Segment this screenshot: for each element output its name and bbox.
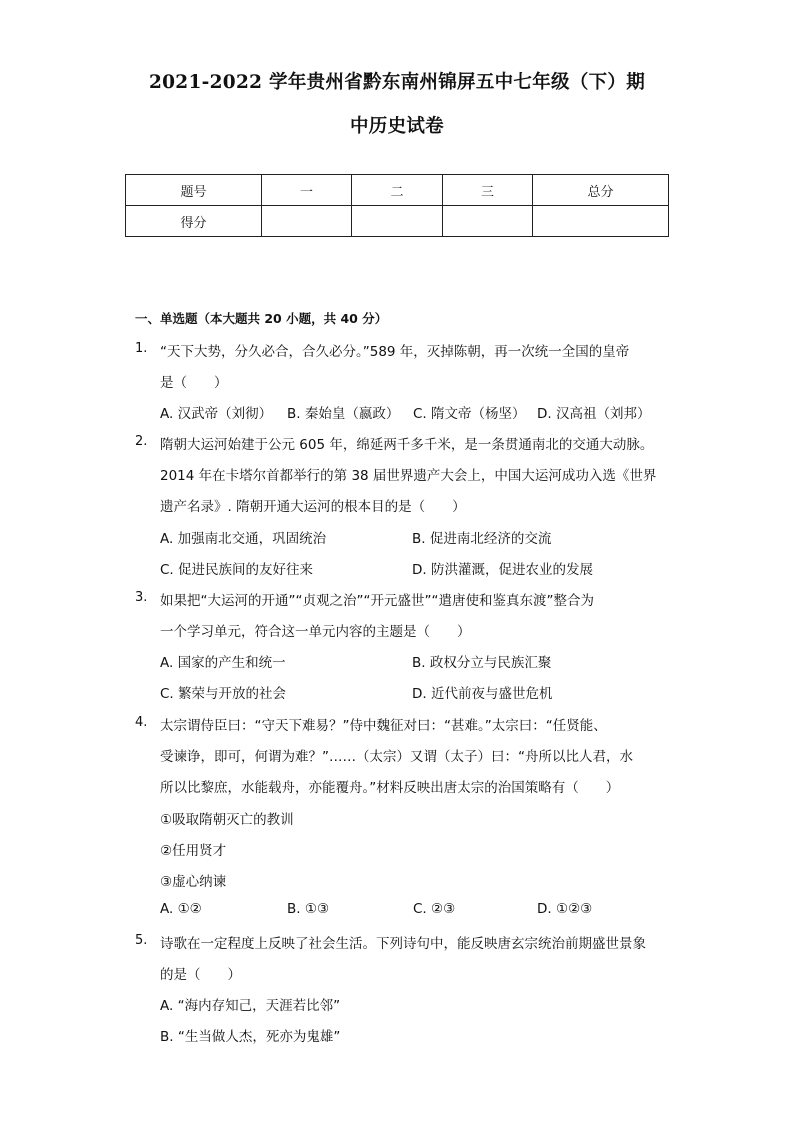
option: C. ②③ — [413, 901, 456, 917]
score-table-header-cell: 总分 — [533, 175, 669, 206]
exam-title-line1: 2021-2022 学年贵州省黔东南州锦屏五中七年级（下）期 — [148, 72, 646, 93]
option: B. 促进南北经济的交流 — [412, 531, 552, 547]
score-table — [125, 174, 669, 237]
option: A. 国家的产生和统一 — [160, 655, 286, 671]
question-text: 如果把“大运河的开通”“贞观之治”“开元盛世”“遣唐使和鉴真东渡”整合为 — [160, 593, 594, 609]
score-table-header-row — [126, 175, 669, 206]
score-cell — [443, 206, 533, 237]
option: A. “海内存知己，天涯若比邻” — [160, 998, 341, 1014]
section-heading: 一、单选题（本大题共 20 小题，共 40 分） — [135, 311, 388, 326]
question-text: 遗产名录》. 隋朝开通大运河的根本目的是（ ） — [160, 499, 466, 515]
option: B. ①③ — [287, 901, 330, 917]
option: D. 近代前夜与盛世危机 — [412, 686, 553, 702]
option: C. 繁荣与开放的社会 — [160, 686, 287, 702]
exam-title-line2: 中历史试卷 — [349, 116, 444, 137]
score-row-label: 得分 — [126, 206, 262, 237]
question-text: 所以比黎庶，水能载舟，亦能覆舟。”材料反映出唐太宗的治国策略有（ ） — [160, 780, 620, 796]
option: D. 汉高祖（刘邦） — [537, 406, 651, 422]
question-text: 2014 年在卡塔尔首都举行的第 38 届世界遗产大会上，中国大运河成功入选《世界 — [160, 468, 657, 484]
score-cell — [262, 206, 352, 237]
option: B. 政权分立与民族汇聚 — [412, 655, 552, 671]
score-table-header-cell: 三 — [443, 175, 533, 206]
question-text: 的是（ ） — [160, 967, 241, 983]
question-number: 5. — [135, 933, 148, 948]
question-number: 2. — [135, 434, 148, 449]
option: B. 秦始皇（嬴政） — [287, 406, 400, 422]
statement-item: ②任用贤才 — [160, 843, 227, 859]
score-table-header-cell: 二 — [352, 175, 443, 206]
option: A. 汉武帝（刘彻） — [160, 406, 273, 422]
score-table-header-cell: 一 — [262, 175, 352, 206]
question-text: 诗歌在一定程度上反映了社会生活。下列诗句中，能反映唐玄宗统治前期盛世景象 — [160, 936, 646, 952]
option: C. 隋文帝（杨坚） — [413, 406, 526, 422]
question-text: 太宗谓侍臣曰：“守天下难易？”侍中魏征对曰：“甚难。”太宗曰：“任贤能、 — [160, 718, 607, 734]
question-text: 一个学习单元，符合这一单元内容的主题是（ ） — [160, 624, 471, 640]
score-cell — [352, 206, 443, 237]
option: D. ①②③ — [537, 901, 593, 917]
statement-item: ①吸取隋朝灭亡的教训 — [160, 812, 294, 828]
option: D. 防洪灌溉，促进农业的发展 — [412, 562, 593, 578]
score-table-score-row — [126, 206, 669, 237]
option: A. 加强南北交通，巩固统治 — [160, 531, 327, 547]
option: C. 促进民族间的友好往来 — [160, 562, 314, 578]
question-number: 3. — [135, 590, 148, 605]
question-text: 是（ ） — [160, 375, 228, 391]
option: A. ①② — [160, 901, 202, 917]
option: B. “生当做人杰，死亦为鬼雄” — [160, 1029, 341, 1045]
question-text: “天下大势，分久必合，合久必分。”589 年，灭掉陈朝，再一次统一全国的皇帝 — [160, 344, 630, 360]
score-table-header-cell: 题号 — [126, 175, 262, 206]
question-number: 4. — [135, 715, 148, 730]
score-cell — [533, 206, 669, 237]
question-text: 隋朝大运河始建于公元 605 年，绵延两千多千米，是一条贯通南北的交通大动脉。 — [160, 437, 654, 453]
question-number: 1. — [135, 341, 148, 356]
question-text: 受谏诤，即可，何谓为难？”……（太宗）又谓（太子）曰：“舟所以比人君，水 — [160, 749, 633, 765]
statement-item: ③虚心纳谏 — [160, 874, 227, 890]
